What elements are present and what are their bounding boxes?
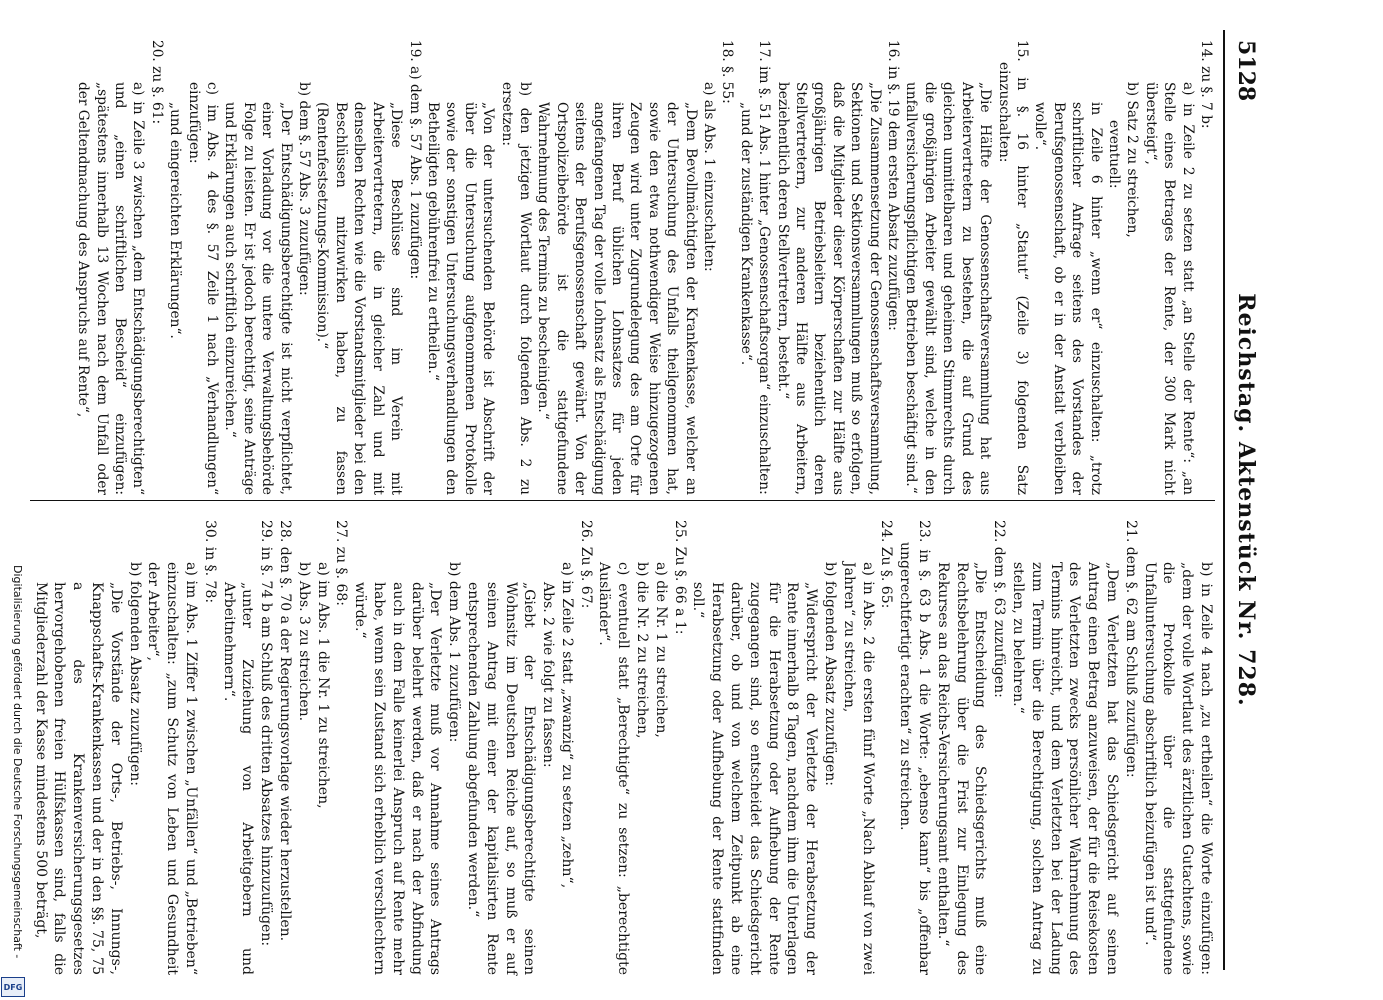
right-column	[31, 520, 1215, 975]
paragraph: in Zeile 6 hinter „wenn er“ einzuschalten: „trotz schriftlicher Anfrage seitens des Vorstandes der Berufsgenossenschaft, ob er in der Anstalt verbleiben wolle“.	[1032, 102, 1104, 495]
paragraph: 18. §. 55:	[719, 40, 736, 104]
paragraph: a) in Zeile 2 zu setzen statt „an Stelle der Rente“: „an Stelle eines Betrages der Rente, der 300 Mark nicht übersteigt“,	[1142, 82, 1196, 495]
paragraph: „und eingereichten Erklärungen“.	[167, 102, 184, 339]
paragraph: 30. in §. 78:	[201, 520, 218, 604]
paragraph: b) die Nr. 2 zu streichen,	[634, 562, 651, 739]
page-title: Reichstag. Aktenstück Nr. 728.	[1233, 293, 1259, 707]
paragraph: 26. Zu §. 67:	[577, 520, 594, 609]
paragraph: 27. zu §. 68:	[333, 520, 350, 606]
paragraph: 15. in §. 16 hinter „Statut“ (Zeile 3) folgenden Satz einzuschalten:	[995, 40, 1030, 495]
paragraph: b) folgenden Absatz zuzufügen:	[822, 562, 839, 786]
paragraph: „Dem Verletzten hat das Schiedsgericht auf seinen Antrag einen Betrag anzuweisen, der für die Reisekosten des Verletzten zwecks persönlicher Wahrnehmung des Termins hinreicht, und dem Verletzten bei der Ladung zum Termin über die Berechtigung, solchen Antrag zu stellen, zu belehren.“	[1010, 562, 1121, 975]
paragraph: c) eventuell statt „Berechtigte“ zu setzen: „berechtigte Ausländer“.	[596, 562, 632, 975]
paragraph: „Die Hälfte der Genossenschaftsversammlung hat aus Arbeitervertretern zu bestehen, die auf Grund des gleichen unmittelbaren und geheimen Stimmrechts durch die großjährigen Arbeiter gewählt sind, welche in den unfallversicherungspflichtigen Betrieben beschäftigt sind.“	[903, 82, 994, 495]
paragraph: „unter Zuziehung von Arbeitgebern und Arbeitnehmern“.	[220, 582, 256, 975]
paragraph: „Der Entschädigungsberechtigte ist nicht verpflichtet, einer Vorladung vor die untere Verwaltungsbehörde Folge zu leisten. Er ist jedoch berechtigt, seine Anträge und Erklärungen auch schriftlich einzureichen.“	[222, 102, 294, 495]
paragraph: a) die Nr. 1 zu streichen,	[652, 562, 669, 738]
paragraph: „Diese Beschlüsse sind im Verein mit Arbeitervertretern, die in gleicher Zahl und mit denselben Rechten wie die Vorstandsmitglieder bei den Beschlüssen mitzuwirken haben, zu fassen (Rentenfestsetzungs-Kommission).“	[314, 102, 405, 495]
paragraph: „Widerspricht der Verletzte der Herabsetzung der Rente innerhalb 8 Tagen, nachdem ihm die Unterlagen für die Herabsetzung oder Aufhebung der Rente zugegangen sind, so entscheidet das Schiedsgericht darüber, ob und von welchem Zeitpunkt ab eine Herabsetzung oder Aufhebung der Rente stattfinden soll.“	[690, 582, 820, 975]
paragraph: „Die Zusammensetzung der Genossenschaftsversammlung, Sektionen und Sektionsversammlungen muß so erfolgen, daß die Mitglieder dieser Körperschaften zur Hälfte aus großjährigen Betriebsleitern beziehentlich deren Stellvertretern, zur anderen Hälfte aus Arbeitern, beziehentlich deren Stellvertretern, besteht.“	[774, 82, 883, 495]
paragraph: b) Satz 2 zu streichen,	[1124, 82, 1141, 238]
paragraph: b) Abs. 3 zu streichen.	[295, 562, 312, 722]
paragraph: b) dem §. 57 Abs. 3 zuzufügen:	[296, 82, 313, 296]
digitization-stamp	[0, 565, 30, 995]
paragraph: a) im Abs. 1 die Nr. 1 zu streichen,	[314, 562, 331, 809]
paragraph: c) im Abs. 4 des §. 57 Zeile 1 nach „Verhandlungen“ einzufügen:	[185, 82, 221, 495]
paragraph: b) den jetzigen Wortlaut durch folgenden Abs. 2 zu ersetzen:	[498, 82, 533, 495]
paragraph: Abs. 2 wie folgt zu fassen:	[540, 582, 557, 768]
paragraph: 29. in §. 74 b am Schluß des dritten Absatzes hinzuzufügen:	[258, 520, 275, 947]
paragraph: „Die Vorstände der Orts-, Betriebs-, Innungs-, Knappschafts-Krankenkassen und der in den §§. 75, 75 a des Krankenversicherungsgesetzes hervorgehobenen freien Hülfskassen sind, falls die Mitgliederzahl der Kasse mindestens 500 beträgt,	[32, 582, 124, 975]
paragraph: a) als Abs. 1 einzuschalten:	[701, 82, 718, 272]
paragraph: a) in Zeile 3 zwischen „dem Entschädigungsberechtigten“ und „einen schriftlichen Bescheid“ einzufügen: „spätestens innerhalb 13 Wochen nach dem Unfall oder der Geltendmachung des Anspruchs auf Rente“,	[75, 82, 147, 495]
paragraph: „Von der untersuchenden Behörde ist Abschrift der über die Untersuchung aufgenommenen Protokolle sowie der sonstigen Untersuchungsverhandlungen den Betheiligten gebührenfrei zu ertheilen.“	[424, 102, 497, 495]
paragraph: b) dem Abs. 1 zuzufügen:	[446, 562, 463, 743]
paragraph: 24. Zu §. 65:	[878, 520, 895, 609]
paragraph: „Die Entscheidung des Schiedsgerichts muß eine Rechtsbelehrung über die Frist zur Einlegung des Rekurses an das Reichs-Versicherungsamt enthalten.“	[934, 562, 989, 975]
paragraph: 22. dem §. 63 zuzufügen:	[991, 520, 1008, 698]
paragraph: 16. in §. 19 dem ersten Absatz zuzufügen:	[885, 40, 902, 331]
dfg-logo: DFG	[1, 977, 25, 997]
paragraph: 23. in §. 63 b Abs. 1 die Worte: „ebenso kann“ bis „offenbar ungerechtfertigt erachten“ zu streichen.	[897, 520, 933, 975]
paragraph: „Giebt der Entschädigungsberechtigte seinen Wohnsitz im Deutschen Reiche auf, so muß er auf seinen Antrag mit einer der kapitalisirten Rente entsprechenden Zahlung abgefunden werden.“	[464, 582, 538, 975]
stamp-text: Digitalisierung gefördert durch die Deutsche Forschungsgemeinschaft -	[11, 565, 24, 959]
paragraph: a) in Zeile 2 statt „zwanzig“ zu setzen „zehn“,	[558, 562, 575, 889]
paragraph: b) in Zeile 4 nach „zu ertheilen“ die Worte einzufügen: „dem der volle Wortlaut des ärztlichen Gutachtens, sowie die Protokolle über die stattgefundene Unfalluntersuchung abschriftlich beizufügen ist und“.	[1141, 562, 1214, 975]
paragraph: 25. Zu §. 66 a 1:	[671, 520, 688, 635]
paragraph: 17. im §. 51 Abs. 1 hinter „Genossenschaftsorgan“ einzuschalten:	[756, 40, 773, 495]
paragraph: 28. den §. 70 a der Regierungsvorlage wieder herzustellen.	[276, 520, 293, 942]
paragraph: „Dem Bevollmächtigten der Krankenkasse, welcher an der Untersuchung des Unfalls theilgenommen hat, sowie den etwa nothwendiger Weise hinzugezogenen Zeugen wird unter Zugrundelegung des am Orte für ihren Beruf üblichen Lohnsatzes für jeden angefangenen Tag der volle Lohnsatz als Entschädigung seitens der Berufsgenossenschaft gewährt. Von der Ortspolizeibehörde ist die stattgefundene Wahrnehmung des Termins zu bescheinigen.“	[535, 102, 699, 495]
page-number: 5128	[1233, 40, 1259, 102]
paragraph: 20. zu §. 61:	[148, 40, 165, 125]
paragraph: eventuell:	[1105, 120, 1122, 189]
paragraph: b) folgenden Absatz zuzufügen:	[126, 562, 143, 786]
paragraph: „Der Verletzte muß vor Annahme seines Antrags darüber belehrt werden, daß er nach der Abfindung auch in dem Falle keinerlei Anspruch auf Rente mehr habe, wenn sein Zustand sich erheblich verschlechtern würde.“	[352, 582, 444, 975]
paragraph: „und der zuständigen Krankenkasse“.	[737, 102, 754, 366]
paragraph: 14. zu §. 7 b:	[1198, 40, 1214, 129]
paragraph: a) im Abs. 1 Ziffer 1 zwischen „Unfällen“ und „Betrieben“ einzuschalten: „zum Schutz von Leben und Gesundheit der Arbeiter“,	[145, 562, 199, 975]
paragraph: 19. a) dem §. 57 Abs. 1 zuzufügen:	[406, 40, 423, 280]
column-divider	[30, 500, 1215, 501]
paragraph: a) in Abs. 2 die ersten fünf Worte „Nach Ablauf von zwei Jahren“ zu streichen,	[840, 562, 876, 975]
page-header	[1223, 30, 1265, 970]
left-column	[74, 40, 1215, 495]
paragraph: 21. dem §. 62 am Schluß zuzufügen:	[1122, 520, 1139, 778]
